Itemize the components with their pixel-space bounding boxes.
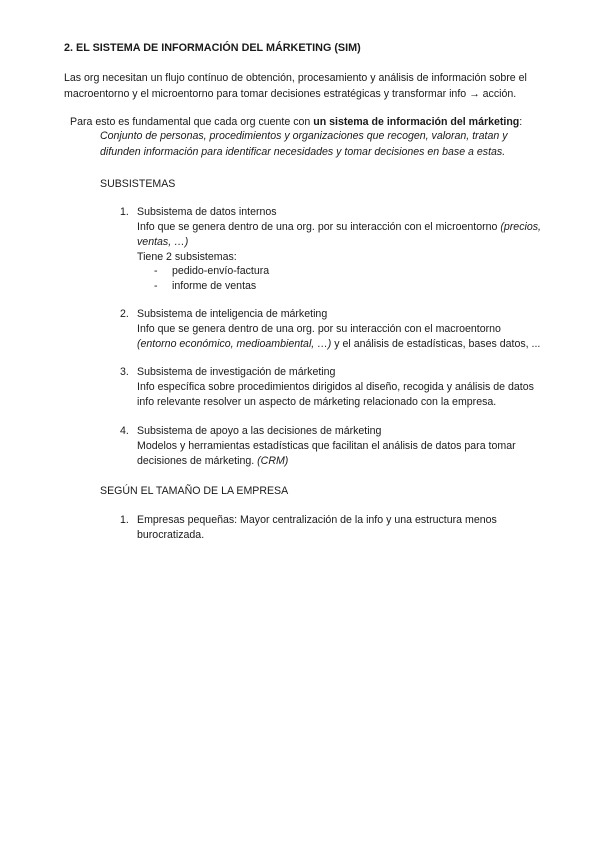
list-item-line: Info que se genera dentro de una org. por su interacción con el macroentorno <box>137 323 501 335</box>
definition-line-2: difunden información para identificar necesidades y tomar decisiones en base a estas. <box>100 146 506 158</box>
list-item-line: burocratizada. <box>137 529 205 541</box>
list-item-number: 3. <box>120 366 129 378</box>
definition-lead-end: : <box>519 116 523 128</box>
list-item-italic: (CRM) <box>257 455 289 467</box>
intro-line-2: macroentorno y el microentorno para tomar decisiones estratégicas y transformar info → acción. <box>64 88 517 100</box>
list-item-italic: (precios, <box>500 221 541 233</box>
list-item-line: info relevante resolver un aspecto de márketing relacionado con la empresa. <box>137 396 497 408</box>
list-item-line <box>137 336 540 352</box>
list-item-number: 2. <box>120 308 129 320</box>
subsistemas-heading: SUBSISTEMAS <box>100 178 176 190</box>
bullet-dash: - <box>154 280 158 292</box>
list-item-italic: ventas, …) <box>137 236 189 248</box>
list-item-line <box>137 234 188 250</box>
list-item-text: decisiones de márketing. <box>137 455 258 467</box>
list-item-line: Info específica sobre procedimientos dirigidos al diseño, recogida y análisis de datos <box>137 381 534 393</box>
section-title: 2. EL SISTEMA DE INFORMACIÓN DEL MÁRKETING (SIM) <box>64 42 361 54</box>
definition-lead-bold: un sistema de información del márketing <box>313 116 520 128</box>
list-item-line <box>137 453 288 469</box>
list-item-number: 4. <box>120 425 129 437</box>
list-item-italic: (entorno económico, medioambiental, …) <box>137 338 332 350</box>
sub-list-item: informe de ventas <box>172 280 257 292</box>
list-item-line: Modelos y herramientas estadísticas que facilitan el análisis de datos para tomar <box>137 440 516 452</box>
sub-list-item: pedido-envío-factura <box>172 265 270 277</box>
list-item-text: y el análisis de estadísticas, bases datos, ... <box>331 338 541 350</box>
bullet-dash: - <box>154 265 158 277</box>
list-item-title: Subsistema de investigación de márketing <box>137 366 336 378</box>
sub-list-label: Tiene 2 subsistemas: <box>137 251 237 263</box>
list-item-number: 1. <box>120 514 129 526</box>
list-item-title: Subsistema de apoyo a las decisiones de márketing <box>137 425 382 437</box>
definition-lead-text: Para esto es fundamental que cada org cuente con <box>70 116 314 128</box>
list-item-text: Info que se genera dentro de una org. por su interacción con el microentorno <box>137 221 501 233</box>
list-item-number: 1. <box>120 206 129 218</box>
list-item-line: Empresas pequeñas: Mayor centralización de la info y una estructura menos <box>137 514 497 526</box>
intro-line-1: Las org necesitan un flujo contínuo de obtención, procesamiento y análisis de información sobre el <box>64 72 527 84</box>
definition-line-1: Conjunto de personas, procedimientos y organizaciones que recogen, valoran, tratan y <box>100 130 508 142</box>
list-item-title: Subsistema de inteligencia de márketing <box>137 308 328 320</box>
list-item-line <box>137 219 541 235</box>
list-item-title: Subsistema de datos internos <box>137 206 277 218</box>
tamano-heading: SEGÚN EL TAMAÑO DE LA EMPRESA <box>100 485 289 497</box>
